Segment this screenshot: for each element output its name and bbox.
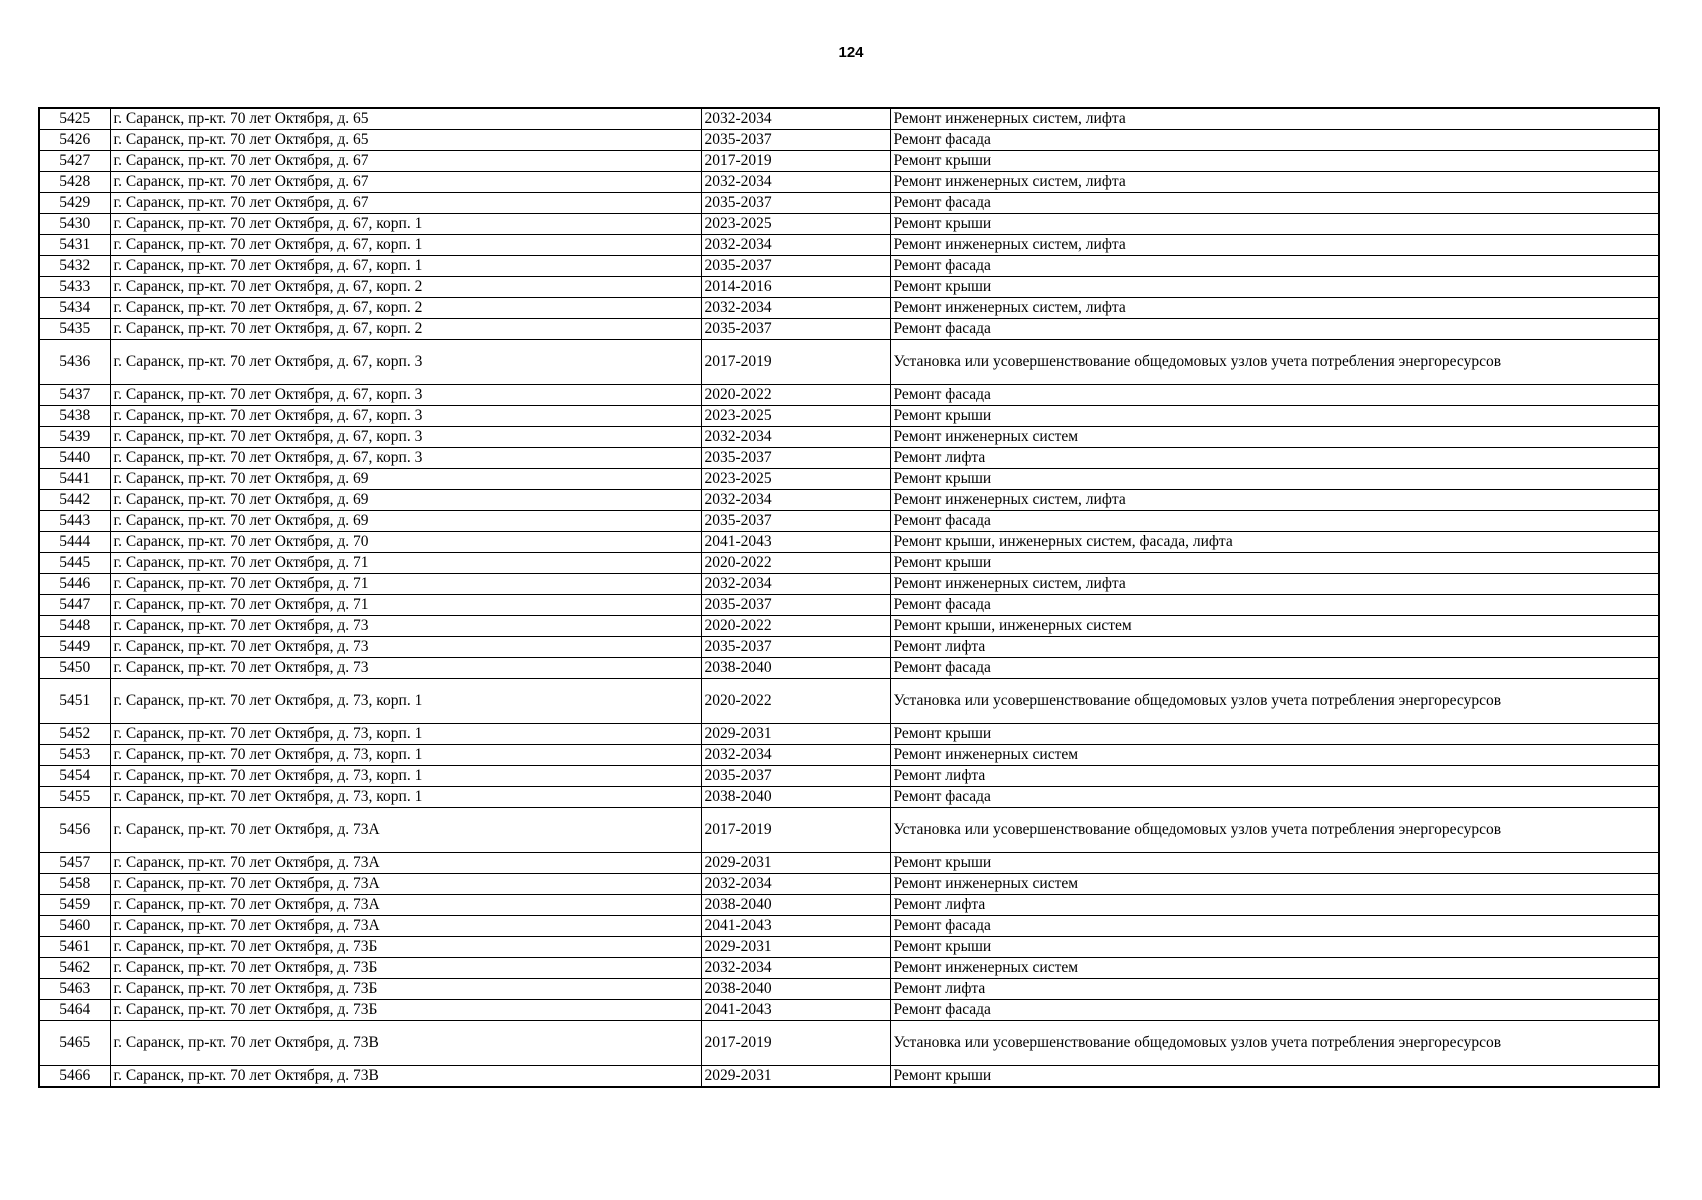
row-number: 5465	[39, 1021, 110, 1066]
address-cell: г. Саранск, пр-кт. 70 лет Октября, д. 73Б	[110, 937, 701, 958]
address-cell: г. Саранск, пр-кт. 70 лет Октября, д. 73А	[110, 916, 701, 937]
work-type-cell: Ремонт инженерных систем	[890, 427, 1659, 448]
work-type-cell: Ремонт крыши	[890, 853, 1659, 874]
table-row	[39, 637, 1659, 658]
work-type-cell: Ремонт инженерных систем	[890, 745, 1659, 766]
period-cell: 2017-2019	[701, 340, 890, 385]
work-type-cell: Ремонт крыши	[890, 214, 1659, 235]
period-cell: 2032-2034	[701, 108, 890, 130]
row-number: 5457	[39, 853, 110, 874]
address-cell: г. Саранск, пр-кт. 70 лет Октября, д. 70	[110, 532, 701, 553]
table-row	[39, 916, 1659, 937]
period-cell: 2038-2040	[701, 895, 890, 916]
work-type-cell: Ремонт крыши	[890, 553, 1659, 574]
period-cell: 2032-2034	[701, 958, 890, 979]
address-cell: г. Саранск, пр-кт. 70 лет Октября, д. 71	[110, 595, 701, 616]
period-cell: 2017-2019	[701, 1021, 890, 1066]
table-row	[39, 511, 1659, 532]
address-cell: г. Саранск, пр-кт. 70 лет Октября, д. 67, корп. 2	[110, 298, 701, 319]
row-number: 5464	[39, 1000, 110, 1021]
period-cell: 2038-2040	[701, 787, 890, 808]
row-number: 5460	[39, 916, 110, 937]
row-number: 5425	[39, 108, 110, 130]
work-type-cell: Ремонт инженерных систем, лифта	[890, 172, 1659, 193]
row-number: 5449	[39, 637, 110, 658]
period-cell: 2032-2034	[701, 490, 890, 511]
address-cell: г. Саранск, пр-кт. 70 лет Октября, д. 69	[110, 511, 701, 532]
row-number: 5434	[39, 298, 110, 319]
work-type-cell: Ремонт крыши	[890, 406, 1659, 427]
work-type-cell: Ремонт фасада	[890, 511, 1659, 532]
row-number: 5438	[39, 406, 110, 427]
address-cell: г. Саранск, пр-кт. 70 лет Октября, д. 73	[110, 616, 701, 637]
row-number: 5435	[39, 319, 110, 340]
row-number: 5440	[39, 448, 110, 469]
period-cell: 2020-2022	[701, 616, 890, 637]
address-cell: г. Саранск, пр-кт. 70 лет Октября, д. 73А	[110, 853, 701, 874]
table-row	[39, 256, 1659, 277]
row-number: 5445	[39, 553, 110, 574]
address-cell: г. Саранск, пр-кт. 70 лет Октября, д. 73	[110, 658, 701, 679]
work-type-cell: Ремонт фасада	[890, 787, 1659, 808]
period-cell: 2032-2034	[701, 172, 890, 193]
period-cell: 2032-2034	[701, 574, 890, 595]
table-row	[39, 874, 1659, 895]
address-cell: г. Саранск, пр-кт. 70 лет Октября, д. 71	[110, 574, 701, 595]
work-type-cell: Установка или усовершенствование общедомовых узлов учета потребления энергоресурсов	[890, 679, 1659, 724]
row-number: 5455	[39, 787, 110, 808]
table-row	[39, 745, 1659, 766]
table-row	[39, 298, 1659, 319]
work-type-cell: Ремонт фасада	[890, 319, 1659, 340]
table-row	[39, 808, 1659, 853]
address-cell: г. Саранск, пр-кт. 70 лет Октября, д. 73А	[110, 808, 701, 853]
row-number: 5452	[39, 724, 110, 745]
table-row	[39, 214, 1659, 235]
address-cell: г. Саранск, пр-кт. 70 лет Октября, д. 73В	[110, 1066, 701, 1088]
work-type-cell: Установка или усовершенствование общедомовых узлов учета потребления энергоресурсов	[890, 340, 1659, 385]
address-cell: г. Саранск, пр-кт. 70 лет Октября, д. 67, корп. 3	[110, 340, 701, 385]
address-cell: г. Саранск, пр-кт. 70 лет Октября, д. 67, корп. 1	[110, 235, 701, 256]
work-type-cell: Ремонт крыши	[890, 277, 1659, 298]
row-number: 5436	[39, 340, 110, 385]
work-type-cell: Ремонт инженерных систем	[890, 874, 1659, 895]
period-cell: 2029-2031	[701, 724, 890, 745]
work-type-cell: Ремонт крыши, инженерных систем	[890, 616, 1659, 637]
period-cell: 2035-2037	[701, 595, 890, 616]
period-cell: 2023-2025	[701, 214, 890, 235]
work-type-cell: Ремонт фасада	[890, 916, 1659, 937]
row-number: 5443	[39, 511, 110, 532]
table-row	[39, 787, 1659, 808]
period-cell: 2032-2034	[701, 745, 890, 766]
table-row	[39, 172, 1659, 193]
work-type-cell: Ремонт инженерных систем, лифта	[890, 235, 1659, 256]
work-type-cell: Ремонт крыши	[890, 1066, 1659, 1088]
row-number: 5463	[39, 979, 110, 1000]
table-row	[39, 108, 1659, 130]
address-cell: г. Саранск, пр-кт. 70 лет Октября, д. 67, корп. 3	[110, 406, 701, 427]
work-type-cell: Ремонт лифта	[890, 448, 1659, 469]
work-type-cell: Ремонт фасада	[890, 193, 1659, 214]
row-number: 5428	[39, 172, 110, 193]
work-type-cell: Ремонт фасада	[890, 1000, 1659, 1021]
period-cell: 2017-2019	[701, 151, 890, 172]
work-type-cell: Ремонт фасада	[890, 385, 1659, 406]
table-row	[39, 766, 1659, 787]
row-number: 5447	[39, 595, 110, 616]
table-row	[39, 427, 1659, 448]
table-row	[39, 532, 1659, 553]
period-cell: 2041-2043	[701, 1000, 890, 1021]
table-row	[39, 1000, 1659, 1021]
period-cell: 2035-2037	[701, 766, 890, 787]
address-cell: г. Саранск, пр-кт. 70 лет Октября, д. 67, корп. 3	[110, 448, 701, 469]
table-row	[39, 895, 1659, 916]
address-cell: г. Саранск, пр-кт. 70 лет Октября, д. 73Б	[110, 1000, 701, 1021]
table-row	[39, 979, 1659, 1000]
work-type-cell: Ремонт крыши	[890, 151, 1659, 172]
period-cell: 2041-2043	[701, 916, 890, 937]
period-cell: 2035-2037	[701, 193, 890, 214]
address-cell: г. Саранск, пр-кт. 70 лет Октября, д. 67	[110, 172, 701, 193]
row-number: 5466	[39, 1066, 110, 1088]
address-cell: г. Саранск, пр-кт. 70 лет Октября, д. 67, корп. 3	[110, 385, 701, 406]
row-number: 5458	[39, 874, 110, 895]
table-row	[39, 448, 1659, 469]
row-number: 5454	[39, 766, 110, 787]
period-cell: 2038-2040	[701, 658, 890, 679]
address-cell: г. Саранск, пр-кт. 70 лет Октября, д. 73А	[110, 874, 701, 895]
work-type-cell: Ремонт фасада	[890, 256, 1659, 277]
row-number: 5448	[39, 616, 110, 637]
table-row	[39, 958, 1659, 979]
table-row	[39, 235, 1659, 256]
period-cell: 2032-2034	[701, 427, 890, 448]
row-number: 5426	[39, 130, 110, 151]
row-number: 5431	[39, 235, 110, 256]
address-cell: г. Саранск, пр-кт. 70 лет Октября, д. 67, корп. 1	[110, 256, 701, 277]
address-cell: г. Саранск, пр-кт. 70 лет Октября, д. 71	[110, 553, 701, 574]
row-number: 5453	[39, 745, 110, 766]
table-body	[39, 108, 1659, 1087]
address-cell: г. Саранск, пр-кт. 70 лет Октября, д. 67, корп. 3	[110, 427, 701, 448]
row-number: 5433	[39, 277, 110, 298]
table-row	[39, 853, 1659, 874]
row-number: 5441	[39, 469, 110, 490]
row-number: 5439	[39, 427, 110, 448]
period-cell: 2023-2025	[701, 406, 890, 427]
period-cell: 2035-2037	[701, 130, 890, 151]
row-number: 5461	[39, 937, 110, 958]
period-cell: 2020-2022	[701, 679, 890, 724]
period-cell: 2023-2025	[701, 469, 890, 490]
address-cell: г. Саранск, пр-кт. 70 лет Октября, д. 69	[110, 469, 701, 490]
row-number: 5456	[39, 808, 110, 853]
period-cell: 2032-2034	[701, 298, 890, 319]
address-cell: г. Саранск, пр-кт. 70 лет Октября, д. 73Б	[110, 958, 701, 979]
address-cell: г. Саранск, пр-кт. 70 лет Октября, д. 73, корп. 1	[110, 745, 701, 766]
address-cell: г. Саранск, пр-кт. 70 лет Октября, д. 69	[110, 490, 701, 511]
table-row	[39, 193, 1659, 214]
address-cell: г. Саранск, пр-кт. 70 лет Октября, д. 65	[110, 108, 701, 130]
address-cell: г. Саранск, пр-кт. 70 лет Октября, д. 67, корп. 1	[110, 214, 701, 235]
row-number: 5450	[39, 658, 110, 679]
table-row	[39, 658, 1659, 679]
period-cell: 2020-2022	[701, 553, 890, 574]
work-type-cell: Ремонт инженерных систем, лифта	[890, 490, 1659, 511]
table-row	[39, 937, 1659, 958]
period-cell: 2035-2037	[701, 448, 890, 469]
address-cell: г. Саранск, пр-кт. 70 лет Октября, д. 73В	[110, 1021, 701, 1066]
period-cell: 2035-2037	[701, 319, 890, 340]
work-type-cell: Ремонт лифта	[890, 895, 1659, 916]
address-cell: г. Саранск, пр-кт. 70 лет Октября, д. 67, корп. 2	[110, 277, 701, 298]
period-cell: 2032-2034	[701, 874, 890, 895]
row-number: 5459	[39, 895, 110, 916]
work-type-cell: Ремонт лифта	[890, 637, 1659, 658]
work-type-cell: Установка или усовершенствование общедомовых узлов учета потребления энергоресурсов	[890, 1021, 1659, 1066]
row-number: 5430	[39, 214, 110, 235]
work-type-cell: Ремонт фасада	[890, 658, 1659, 679]
address-cell: г. Саранск, пр-кт. 70 лет Октября, д. 73, корп. 1	[110, 679, 701, 724]
work-type-cell: Ремонт инженерных систем, лифта	[890, 298, 1659, 319]
period-cell: 2035-2037	[701, 256, 890, 277]
row-number: 5427	[39, 151, 110, 172]
address-cell: г. Саранск, пр-кт. 70 лет Октября, д. 73, корп. 1	[110, 766, 701, 787]
row-number: 5442	[39, 490, 110, 511]
work-type-cell: Ремонт лифта	[890, 766, 1659, 787]
period-cell: 2017-2019	[701, 808, 890, 853]
row-number: 5432	[39, 256, 110, 277]
period-cell: 2020-2022	[701, 385, 890, 406]
address-cell: г. Саранск, пр-кт. 70 лет Октября, д. 73, корп. 1	[110, 787, 701, 808]
work-type-cell: Ремонт лифта	[890, 979, 1659, 1000]
table-row	[39, 340, 1659, 385]
period-cell: 2014-2016	[701, 277, 890, 298]
table-row	[39, 595, 1659, 616]
page-number: 124	[838, 44, 864, 61]
table-row	[39, 616, 1659, 637]
table-row	[39, 130, 1659, 151]
period-cell: 2032-2034	[701, 235, 890, 256]
work-type-cell: Ремонт крыши, инженерных систем, фасада, лифта	[890, 532, 1659, 553]
work-type-cell: Ремонт крыши	[890, 469, 1659, 490]
table-row	[39, 319, 1659, 340]
work-type-cell: Ремонт инженерных систем, лифта	[890, 574, 1659, 595]
table-row	[39, 1021, 1659, 1066]
table-row	[39, 724, 1659, 745]
table-row	[39, 679, 1659, 724]
table-row	[39, 151, 1659, 172]
address-cell: г. Саранск, пр-кт. 70 лет Октября, д. 67, корп. 2	[110, 319, 701, 340]
table-row	[39, 385, 1659, 406]
period-cell: 2029-2031	[701, 1066, 890, 1088]
table-row	[39, 406, 1659, 427]
table-row	[39, 574, 1659, 595]
period-cell: 2035-2037	[701, 511, 890, 532]
period-cell: 2029-2031	[701, 853, 890, 874]
table-row	[39, 553, 1659, 574]
table-row	[39, 1066, 1659, 1088]
work-type-cell: Ремонт крыши	[890, 937, 1659, 958]
address-cell: г. Саранск, пр-кт. 70 лет Октября, д. 73	[110, 637, 701, 658]
work-type-cell: Ремонт крыши	[890, 724, 1659, 745]
table-row	[39, 277, 1659, 298]
work-type-cell: Ремонт инженерных систем	[890, 958, 1659, 979]
work-type-cell: Установка или усовершенствование общедомовых узлов учета потребления энергоресурсов	[890, 808, 1659, 853]
address-cell: г. Саранск, пр-кт. 70 лет Октября, д. 73, корп. 1	[110, 724, 701, 745]
address-cell: г. Саранск, пр-кт. 70 лет Октября, д. 67	[110, 193, 701, 214]
row-number: 5446	[39, 574, 110, 595]
work-type-cell: Ремонт фасада	[890, 130, 1659, 151]
table-row	[39, 469, 1659, 490]
period-cell: 2041-2043	[701, 532, 890, 553]
row-number: 5462	[39, 958, 110, 979]
row-number: 5437	[39, 385, 110, 406]
address-cell: г. Саранск, пр-кт. 70 лет Октября, д. 65	[110, 130, 701, 151]
address-cell: г. Саранск, пр-кт. 70 лет Октября, д. 73А	[110, 895, 701, 916]
row-number: 5451	[39, 679, 110, 724]
period-cell: 2035-2037	[701, 637, 890, 658]
period-cell: 2038-2040	[701, 979, 890, 1000]
work-type-cell: Ремонт фасада	[890, 595, 1659, 616]
row-number: 5444	[39, 532, 110, 553]
address-cell: г. Саранск, пр-кт. 70 лет Октября, д. 67	[110, 151, 701, 172]
address-cell: г. Саранск, пр-кт. 70 лет Октября, д. 73Б	[110, 979, 701, 1000]
repair-schedule-table	[38, 107, 1660, 1088]
row-number: 5429	[39, 193, 110, 214]
work-type-cell: Ремонт инженерных систем, лифта	[890, 108, 1659, 130]
period-cell: 2029-2031	[701, 937, 890, 958]
table-row	[39, 490, 1659, 511]
